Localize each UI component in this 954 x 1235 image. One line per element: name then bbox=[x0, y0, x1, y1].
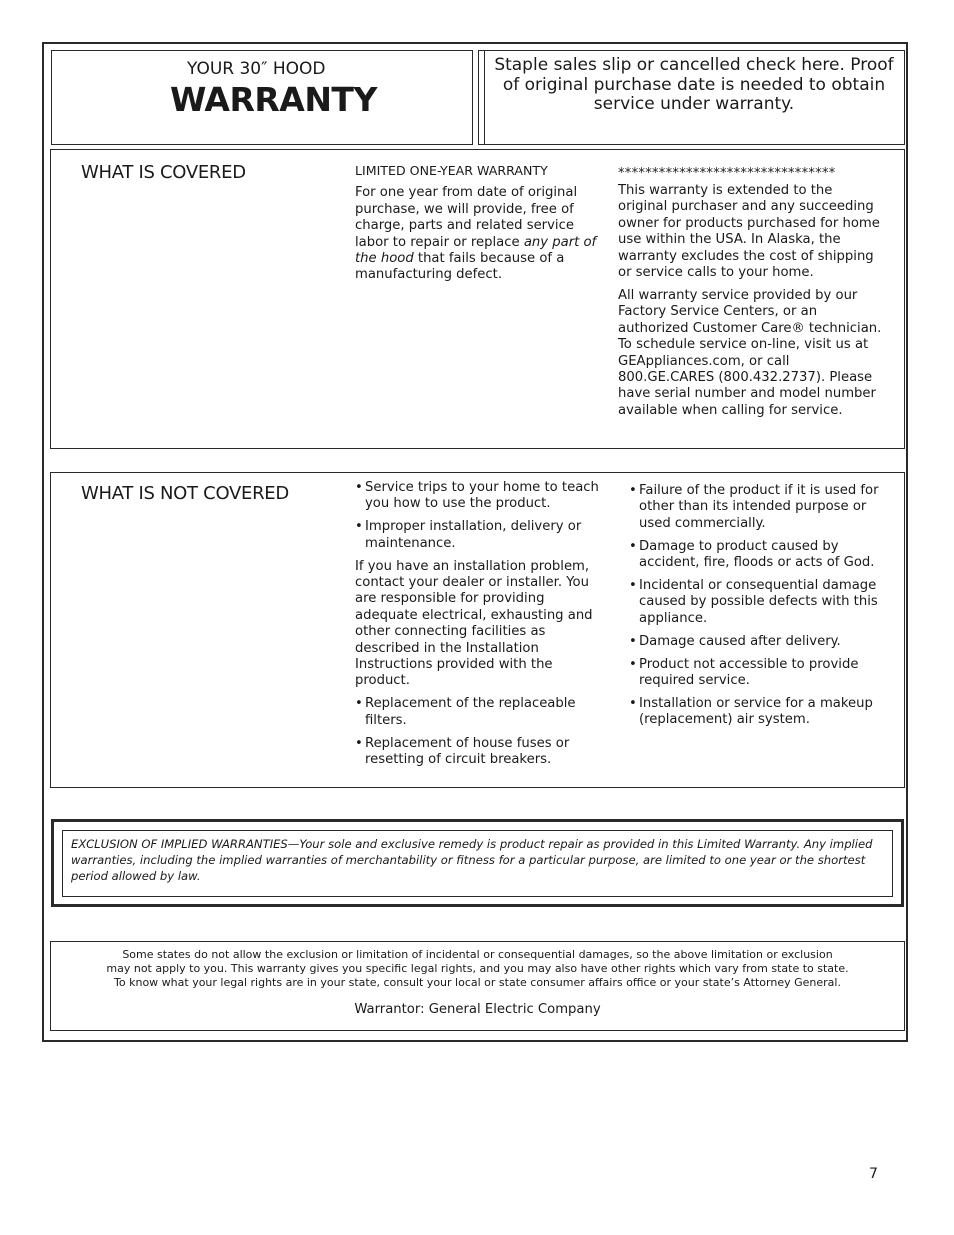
covered-column-1 bbox=[355, 163, 605, 290]
extension-paragraph: This warranty is extended to the original purchaser and any succeeding owner for products purchased for home use within the USA. In Alaska, the warranty excludes the cost of shipping or service calls to your home. bbox=[618, 183, 880, 281]
legal-line-3: To know what your legal rights are in your state, consult your local or state consumer affairs office or your state’s Attorney General. bbox=[114, 976, 841, 989]
warranty-title: WARRANTY bbox=[170, 80, 377, 119]
coverage-text-end: that fails because of a manufacturing defect. bbox=[355, 251, 565, 283]
legal-line-2: may not apply to you. This warranty gives you specific legal rights, and you may also have other rights which vary from state to state. bbox=[106, 962, 849, 975]
coverage-text: For one year from date of original purchase, we will provide, free of charge, parts and related service labor to repair or replace bbox=[355, 185, 578, 250]
coverage-paragraph bbox=[355, 185, 605, 283]
list-item: • Installation or service for a makeup (replacement) air system. bbox=[629, 696, 881, 729]
warrantor: Warrantor: General Electric Company bbox=[354, 1002, 601, 1017]
exclusion-list-c bbox=[629, 483, 881, 729]
stars-divider: ******************************** bbox=[618, 166, 836, 181]
list-item: • Replacement of house fuses or resetting of circuit breakers. bbox=[355, 736, 605, 769]
exclusion-list-a bbox=[355, 480, 605, 552]
warranty-label: LIMITED ONE-YEAR WARRANTY bbox=[355, 163, 548, 178]
covered-heading: WHAT IS COVERED bbox=[81, 162, 246, 183]
legal-line-1: Some states do not allow the exclusion or limitation of incidental or consequential damages, so the above limitation or exclusion bbox=[122, 948, 833, 961]
exclusion-text: EXCLUSION OF IMPLIED WARRANTIES—Your sole and exclusive remedy is product repair as provided in this Limited Warranty. Any implied warranties, including the implied warranties of merchantability or fitness for a particular purpose, are limited to one year or the shortest period allowed by law. bbox=[71, 837, 873, 883]
list-item: • Replacement of the replaceable filters. bbox=[355, 696, 605, 729]
not-covered-column-1 bbox=[355, 480, 605, 775]
page-number: 7 bbox=[869, 1166, 878, 1182]
list-item: • Improper installation, delivery or maintenance. bbox=[355, 519, 605, 552]
installation-paragraph: If you have an installation problem, contact your dealer or installer. You are responsible for providing adequate electrical, exhausting and other connecting facilities as described in the Installation Instructions provided with the product. bbox=[355, 558, 593, 689]
hood-subtitle: YOUR 30″ HOOD bbox=[187, 59, 326, 79]
list-item: • Product not accessible to provide required service. bbox=[629, 657, 881, 690]
staple-note: Staple sales slip or cancelled check here. Proof of original purchase date is needed to obtain service under warranty. bbox=[494, 55, 894, 114]
exclusion-list-b bbox=[355, 696, 605, 768]
list-item: • Service trips to your home to teach you how to use the product. bbox=[355, 480, 605, 513]
list-item: • Incidental or consequential damage caused by possible defects with this appliance. bbox=[629, 578, 881, 627]
list-item: • Failure of the product if it is used for other than its intended purpose or used commercially. bbox=[629, 483, 881, 532]
not-covered-column-2 bbox=[629, 483, 881, 735]
list-item: • Damage caused after delivery. bbox=[629, 634, 881, 650]
covered-column-2 bbox=[618, 168, 884, 426]
legal-notice bbox=[60, 948, 895, 990]
not-covered-heading: WHAT IS NOT COVERED bbox=[81, 483, 289, 504]
coverage-text-italic: any part of the hood bbox=[355, 234, 597, 267]
service-paragraph: All warranty service provided by our Factory Service Centers, or an authorized Customer Care® technician. To schedule service on-line, visit us at GEAppliances.com, or call 800.GE.CARES (800.432.2737). Please have serial number and model number available when calling for service. bbox=[618, 287, 882, 418]
list-item: • Damage to product caused by accident, fire, floods or acts of God. bbox=[629, 539, 881, 572]
